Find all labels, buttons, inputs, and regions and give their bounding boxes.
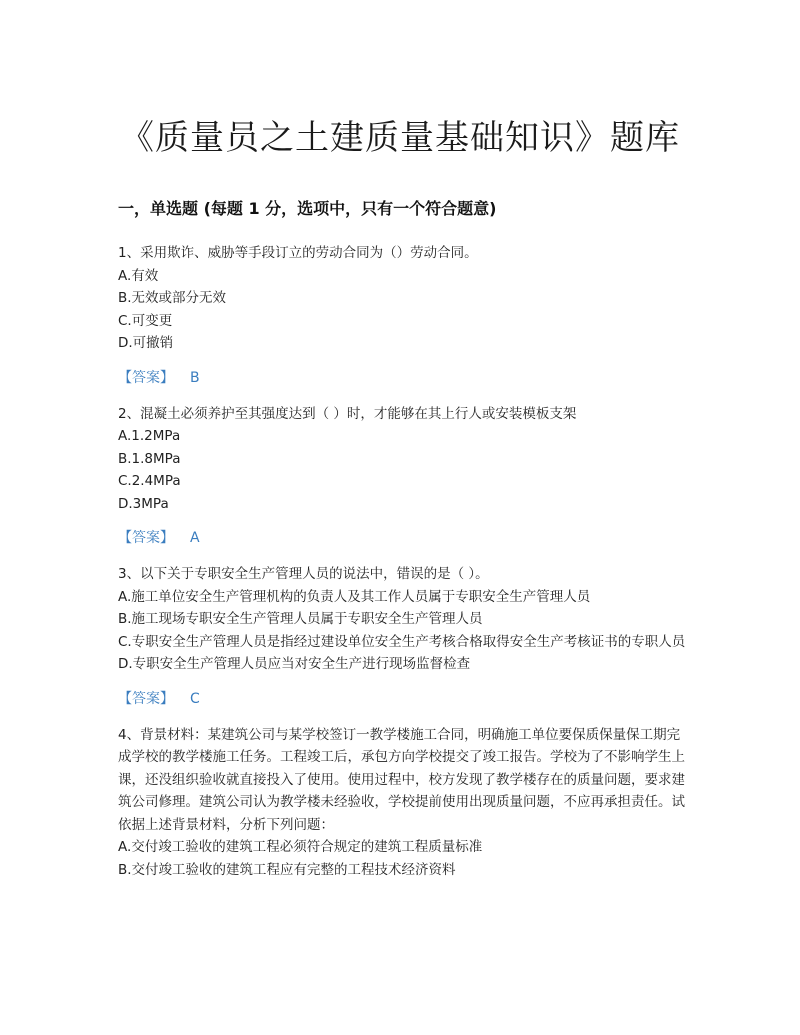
question-1 bbox=[118, 242, 686, 389]
option-c: C.2.4MPa bbox=[118, 473, 181, 489]
option-c: C.可变更 bbox=[118, 312, 173, 329]
option-b: B.无效或部分无效 bbox=[118, 290, 227, 306]
question-stem: 2、混凝土必须养护至其强度达到（ ）时，才能够在其上行人或安装模板支架 bbox=[118, 405, 577, 422]
answer-value: A bbox=[190, 530, 200, 546]
question-2 bbox=[118, 403, 686, 550]
answer-line bbox=[118, 527, 686, 549]
section-heading: 一，单选题 (每题 1 分，选项中，只有一个符合题意) bbox=[118, 199, 497, 218]
option-a: A.1.2MPa bbox=[118, 428, 181, 444]
option-d: D.可撤销 bbox=[118, 335, 174, 351]
question-stem: 1、采用欺诈、威胁等手段订立的劳动合同为（）劳动合同。 bbox=[118, 245, 478, 261]
answer-label: 【答案】 bbox=[118, 530, 174, 546]
page-title: 《质量员之土建质量基础知识》题库 bbox=[120, 118, 680, 158]
question-list bbox=[118, 242, 686, 881]
answer-label: 【答案】 bbox=[118, 369, 174, 386]
answer-value: C bbox=[190, 690, 200, 707]
question-3 bbox=[118, 563, 686, 710]
option-a: A.施工单位安全生产管理机构的负责人及其工作人员属于专职安全生产管理人员 bbox=[118, 588, 591, 605]
answer-label: 【答案】 bbox=[118, 690, 174, 707]
answer-value: B bbox=[190, 369, 200, 386]
answer-line bbox=[118, 367, 686, 389]
option-b: B.1.8MPa bbox=[118, 450, 181, 467]
question-stem: 3、以下关于专职安全生产管理人员的说法中，错误的是（ ）。 bbox=[118, 566, 489, 582]
option-b: B.施工现场专职安全生产管理人员属于专职安全生产管理人员 bbox=[118, 611, 483, 627]
option-c: C.专职安全生产管理人员是指经过建设单位安全生产考核合格取得安全生产考核证书的专职人员 bbox=[118, 633, 686, 650]
option-d: D.专职安全生产管理人员应当对安全生产进行现场监督检查 bbox=[118, 656, 471, 672]
option-a: A.交付竣工验收的建筑工程必须符合规定的建筑工程质量标准 bbox=[118, 839, 483, 855]
question-4 bbox=[118, 724, 686, 882]
question-stem: 4、背景材料：某建筑公司与某学校签订一教学楼施工合同，明确施工单位要保质保量保工期完成学校的教学楼施工任务。工程竣工后，承包方向学校提交了竣工报告。学校为了不影响学生上课，还没组织验收就直接投入了使用。使用过程中，校方发现了教学楼存在的质量问题，要求建筑公司修理。建筑公司认为教学楼未经验收，学校提前使用出现质量问题，不应再承担责任。试依据上述背景材料，分析下列问题： bbox=[118, 726, 685, 833]
answer-line bbox=[118, 688, 686, 710]
option-b: B.交付竣工验收的建筑工程应有完整的工程技术经济资料 bbox=[118, 861, 456, 878]
option-a: A.有效 bbox=[118, 267, 159, 284]
option-d: D.3MPa bbox=[118, 495, 169, 512]
